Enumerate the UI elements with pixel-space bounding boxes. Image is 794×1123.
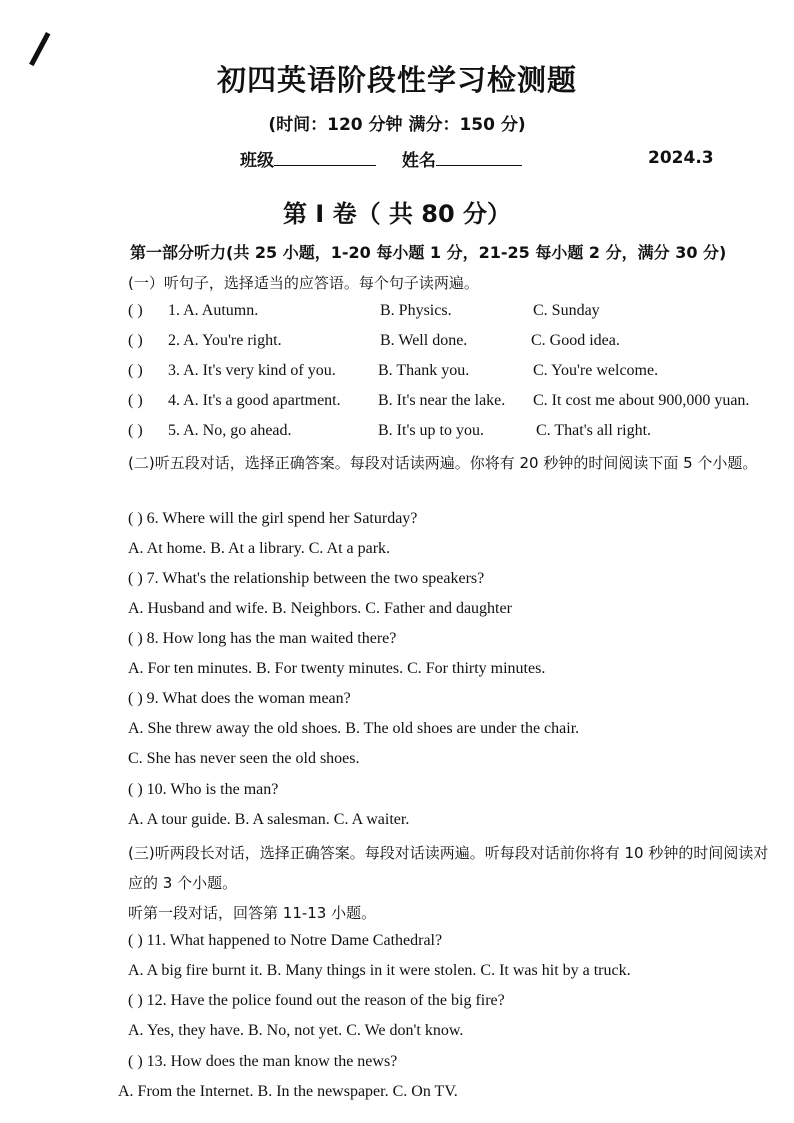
option-a: 2. A. You're right.: [168, 332, 282, 349]
question-row: [128, 332, 620, 350]
option-a: 4. A. It's a good apartment.: [168, 392, 341, 409]
question-options: A. For ten minutes. B. For twenty minutes. C. For thirty minutes.: [128, 660, 546, 677]
answer-paren[interactable]: ( ): [128, 422, 143, 439]
question-options: A. A tour guide. B. A salesman. C. A waiter.: [128, 811, 410, 828]
option-b: B. Physics.: [380, 302, 452, 319]
option-c: C. Sunday: [533, 302, 600, 319]
option-c: C. It cost me about 900,000 yuan.: [533, 392, 750, 409]
option-c: C. You're welcome.: [533, 362, 659, 379]
question-options: C. She has never seen the old shoes.: [128, 750, 360, 767]
question-row: [128, 362, 659, 380]
option-b: B. It's near the lake.: [378, 392, 506, 409]
question-stem: ( ) 12. Have the police found out the reason of the big fire?: [128, 992, 505, 1009]
section3-sub-instruction: 听第一段对话，回答第 11-13 小题。: [128, 904, 377, 922]
answer-paren[interactable]: ( ): [128, 362, 143, 379]
option-b: B. It's up to you.: [378, 422, 484, 439]
option-b: B. Thank you.: [378, 362, 470, 379]
question-options: A. Husband and wife. B. Neighbors. C. Father and daughter: [128, 600, 512, 617]
option-c: C. Good idea.: [531, 332, 620, 349]
student-info-row: [240, 146, 522, 171]
option-c: C. That's all right.: [536, 422, 652, 439]
section1-instruction: (一）听句子，选择适当的应答语。每个句子读两遍。: [128, 274, 479, 292]
name-blank[interactable]: [436, 149, 522, 166]
question-stem: ( ) 13. How does the man know the news?: [128, 1053, 398, 1070]
question-options: A. A big fire burnt it. B. Many things in it were stolen. C. It was hit by a truck.: [128, 962, 631, 979]
question-row: [128, 392, 750, 410]
question-stem: ( ) 7. What's the relationship between the two speakers?: [128, 570, 485, 587]
question-stem: ( ) 8. How long has the man waited there?: [128, 630, 397, 647]
question-stem: ( ) 6. Where will the girl spend her Saturday?: [128, 510, 418, 527]
part1-heading: 第一部分听力(共 25 小题，1-20 每小题 1 分，21-25 每小题 2 分，满分 30 分): [130, 243, 727, 262]
question-options: A. From the Internet. B. In the newspaper. C. On TV.: [118, 1083, 458, 1100]
section3-instruction: (三)听两段长对话，选择正确答案。每段对话读两遍。听每段对话前你将有 10 秒钟的时间阅读对应的 3 个小题。: [128, 844, 769, 892]
class-label: 班级: [240, 151, 274, 171]
question-row: [128, 422, 652, 440]
question-row: [128, 302, 600, 320]
class-blank[interactable]: [274, 149, 376, 166]
question-options: A. Yes, they have. B. No, not yet. C. We don't know.: [128, 1022, 464, 1039]
exam-title: 初四英语阶段性学习检测题: [216, 63, 577, 97]
section2-instruction: (二)听五段对话，选择正确答案。每段对话读两遍。你将有 20 秒钟的时间阅读下面 5 个小题。: [128, 454, 758, 472]
question-stem: ( ) 11. What happened to Notre Dame Cathedral?: [128, 932, 443, 949]
question-stem: ( ) 9. What does the woman mean?: [128, 690, 351, 707]
question-options: A. At home. B. At a library. C. At a park.: [128, 540, 391, 557]
option-a: 3. A. It's very kind of you.: [168, 362, 336, 379]
option-a: 5. A. No, go ahead.: [168, 422, 292, 439]
option-b: B. Well done.: [380, 332, 468, 349]
answer-paren[interactable]: ( ): [128, 392, 143, 409]
answer-paren[interactable]: ( ): [128, 332, 143, 349]
option-a: 1. A. Autumn.: [168, 302, 259, 319]
name-label: 姓名: [401, 151, 436, 171]
answer-paren[interactable]: ( ): [128, 302, 143, 319]
volume-title: 第 I 卷（ 共 80 分）: [282, 200, 512, 228]
exam-date: 2024.3: [648, 148, 714, 168]
question-stem: ( ) 10. Who is the man?: [128, 781, 279, 798]
exam-subtitle: (时间：120 分钟 满分：150 分): [268, 115, 526, 135]
question-options: A. She threw away the old shoes. B. The old shoes are under the chair.: [128, 720, 580, 737]
